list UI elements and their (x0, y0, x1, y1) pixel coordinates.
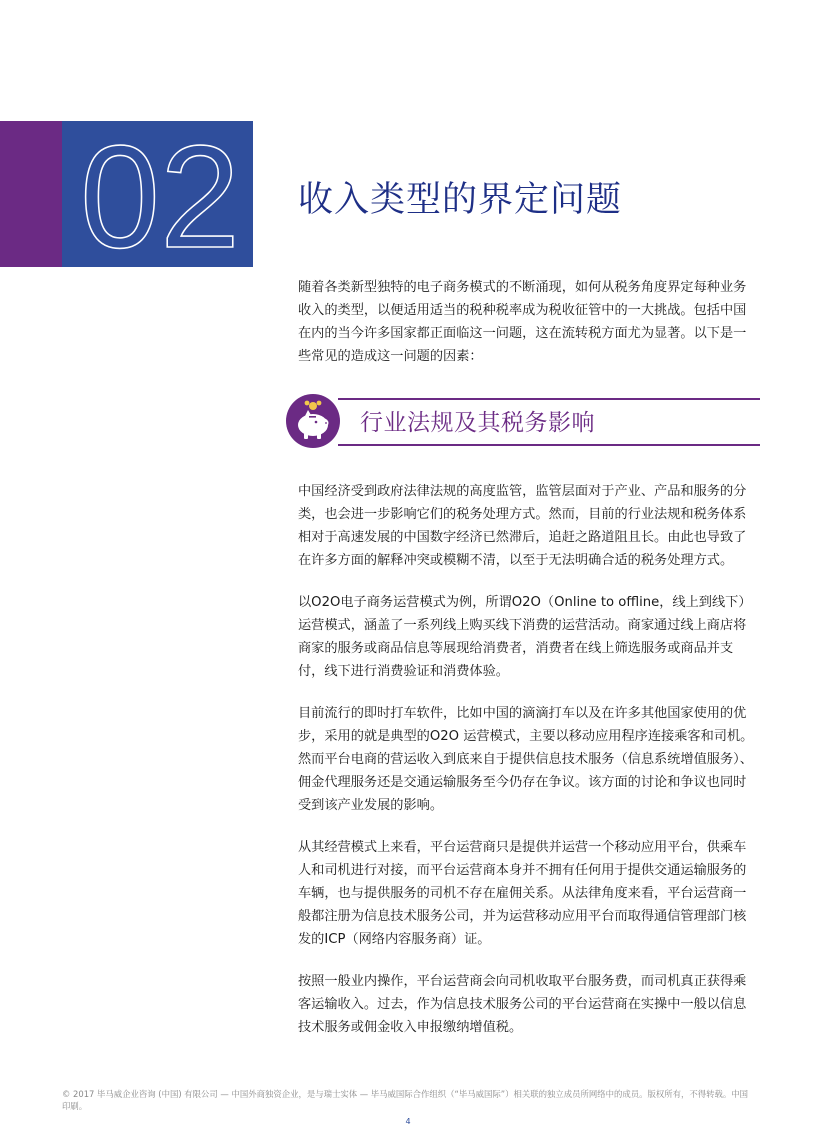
body-paragraph: 从其经营模式上来看，平台运营商只是提供并运营一个移动应用平台，供乘车人和司机进行对接，而平台运营商本身并不拥有任何用于提供交通运输服务的车辆，也与提供服务的司机不存在雇佣关系。从法律角度来看，平台运营商一般都注册为信息技术服务公司，并为运营移动应用平台而取得通信管理部门核发的ICP（网络内容服务商）证。 (298, 840, 747, 947)
body-paragraph: 目前流行的即时打车软件，比如中国的滴滴打车以及在许多其他国家使用的优步，采用的就是典型的O2O 运营模式，主要以移动应用程序连接乘客和司机。然而平台电商的营运收入到底来自于提供信息技术服务（信息系统增值服务）、佣金代理服务还是交通运输服务至今仍存在争议。该方面的讨论和争议也同时受到该产业发展的影响。 (298, 706, 754, 813)
chapter-number: 02 (80, 121, 240, 267)
section-title: 行业法规及其税务影响 (360, 410, 595, 436)
chapter-accent-bar (0, 121, 62, 267)
section-body (298, 480, 758, 1058)
chapter-number-block (62, 121, 253, 267)
copyright-note: © 2017 毕马威企业咨询 (中国) 有限公司 — 中国外商独资企业，是与瑞士实体 — 毕马威国际合作组织（“毕马威国际”）相关联的独立成员所网络中的成员。版权所有，不得转载。中国印刷。 (62, 1089, 748, 1111)
page-title: 收入类型的界定问题 (298, 180, 623, 220)
body-paragraph: 按照一般业内操作，平台运营商会向司机收取平台服务费，而司机真正获得乘客运输收入。过去，作为信息技术服务公司的平台运营商在实操中一般以信息技术服务或佣金收入申报缴纳增值税。 (298, 974, 747, 1035)
section-divider-top (338, 398, 760, 400)
page-number: 4 (405, 1117, 411, 1126)
intro-paragraph: 随着各类新型独特的电子商务模式的不断涌现，如何从税务角度界定每种业务收入的类型，以便适用适当的税种税率成为税收征管中的一大挑战。包括中国在内的当今许多国家都正面临这一问题，这在流转税方面尤为显著。以下是一些常见的造成这一问题的因素： (298, 280, 747, 364)
chapter-number-graphic (62, 121, 253, 267)
body-paragraph: 中国经济受到政府法律法规的高度监管，监管层面对于产业、产品和服务的分类，也会进一步影响它们的税务处理方式。然而，目前的行业法规和税务体系相对于高速发展的中国数字经济已然滞后，追赶之路道阻且长。由此也导致了在许多方面的解释冲突或模糊不清，以至于无法明确合适的税务处理方式。 (298, 484, 747, 568)
piggy-bank-icon (286, 394, 340, 448)
section-divider-bottom (338, 444, 760, 446)
body-paragraph: 以O2O电子商务运营模式为例，所谓O2O（Online to offline，线上到线下）运营模式，涵盖了一系列线上购买线下消费的运营活动。商家通过线上商店将商家的服务或商品信息等展现给消费者，消费者在线上筛选服务或商品并支付，线下进行消费验证和消费体验。 (298, 595, 752, 679)
section-header (286, 392, 760, 448)
